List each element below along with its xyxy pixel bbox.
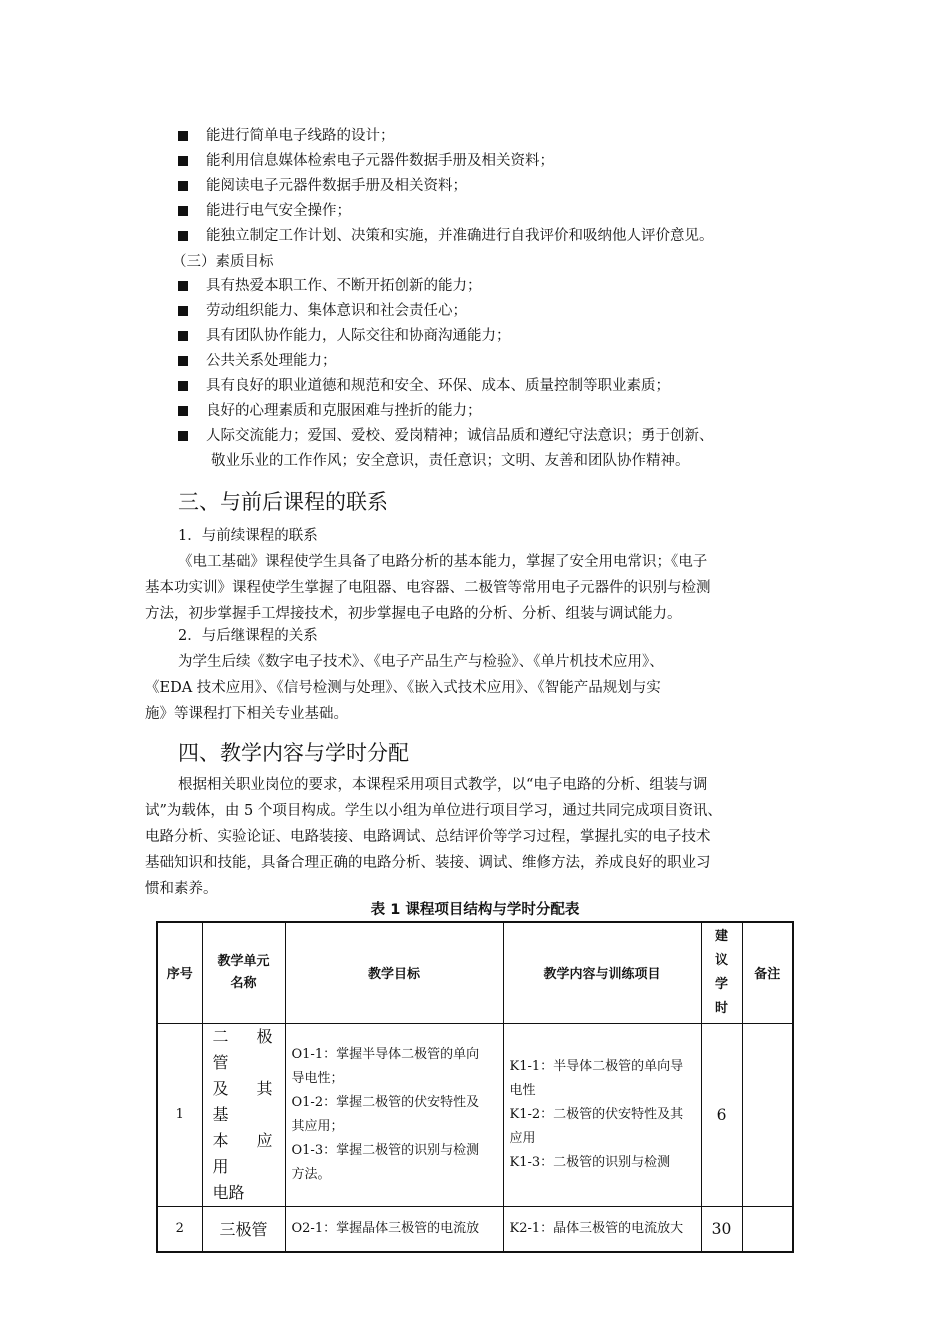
quality-item: 劳动组织能力、集体意识和社会责任心； [178,299,467,323]
quality-item: 具有热爱本职工作、不断开拓创新的能力； [178,274,482,298]
skill-item: 能独立制定工作计划、决策和实施，并准确进行自我评价和吸纳他人评价意见。 [178,224,714,248]
row-hours: 6 [701,1023,742,1206]
skill-item: 能进行简单电子线路的设计； [178,124,395,148]
row-goals: O2-1：掌握晶体三极管的电流放 [285,1206,503,1252]
section-4-para-line: 根据相关职业岗位的要求，本课程采用项目式教学，以“电子电路的分析、组装与调 [178,777,708,793]
table-caption: 表 1 课程项目结构与学时分配表 [370,902,580,918]
row-no: 1 [157,1023,202,1206]
square-bullet-icon [178,156,188,166]
skill-item: 能进行电气安全操作； [178,199,351,223]
section-3-sub1: 1．与前续课程的联系 [178,528,318,544]
table-header-row [157,922,793,1023]
section-4-title: 四、教学内容与学时分配 [178,741,409,765]
row-goals: O1-1：掌握半导体二极管的单向 导电性； O1-2：掌握二极管的伏安特性及 其应用； O1-3：掌握二极管的识别与检测 方法。 [285,1023,503,1206]
header-content: 教学内容与训练项目 [503,922,701,1023]
table-row [157,1023,793,1206]
square-bullet-icon [178,281,188,291]
skill-item: 能阅读电子元器件数据手册及相关资料； [178,174,467,198]
row-hours: 30 [701,1206,742,1252]
row-no: 2 [157,1206,202,1252]
quality-item: 良好的心理素质和克服困难与挫折的能力； [178,399,482,423]
quality-item-continuation: 敬业乐业的工作作风；安全意识，责任意识；文明、友善和团队协作精神。 [211,453,690,469]
row-unit: 二 极 管 及 其 基 本 应 用 电路 [202,1023,285,1206]
row-remark [742,1023,793,1206]
square-bullet-icon [178,206,188,216]
table-row [157,1206,793,1252]
section-3-para1-line: 方法，初步掌握手工焊接技术，初步掌握电子电路的分析、分析、组装与调试能力。 [145,606,682,622]
skill-item: 能利用信息媒体检索电子元器件数据手册及相关资料； [178,149,554,173]
header-no: 序号 [157,922,202,1023]
section-4-para-line: 试”为载体，由 5 个项目构成。学生以小组为单位进行项目学习，通过共同完成项目资讯、 [145,803,722,819]
square-bullet-icon [178,231,188,241]
section-3-para2-line: 《EDA 技术应用》、《信号检测与处理》、《嵌入式技术应用》、《智能产品规划与实 [145,680,661,696]
section-3-para2-line: 为学生后续《数字电子技术》、《电子产品生产与检验》、《单片机技术应用》、 [178,654,664,670]
header-goal: 教学目标 [285,922,503,1023]
square-bullet-icon [178,306,188,316]
row-unit: 三极管 [202,1206,285,1252]
quality-item: 具有良好的职业道德和规范和安全、环保、成本、质量控制等职业素质； [178,374,670,398]
square-bullet-icon [178,381,188,391]
quality-heading: （三）素质目标 [172,254,274,270]
header-unit: 教学单元 名称 [202,922,285,1023]
section-3-para1-line: 基本功实训》课程使学生掌握了电阻器、电容器、二极管等常用电子元器件的识别与检测 [145,580,711,596]
row-contents: K1-1：半导体二极管的单向导 电性 K1-2：二极管的伏安特性及其 应用 K1-3：二极管的识别与检测 [503,1023,701,1206]
square-bullet-icon [178,431,188,441]
section-4-para-line: 惯和素养。 [145,881,218,897]
section-4-para-line: 基础知识和技能，具备合理正确的电路分析、装接、调试、维修方法，养成良好的职业习 [145,855,711,871]
header-remark: 备注 [742,922,793,1023]
square-bullet-icon [178,406,188,416]
row-remark [742,1206,793,1252]
course-table [156,921,794,1253]
row-contents: K2-1：晶体三极管的电流放大 [503,1206,701,1252]
quality-item: 具有团队协作能力，人际交往和协商沟通能力； [178,324,511,348]
square-bullet-icon [178,181,188,191]
section-3-title: 三、与前后课程的联系 [178,490,388,514]
section-3-para1-line: 《电工基础》课程使学生具备了电路分析的基本能力，掌握了安全用电常识；《电子 [178,554,708,570]
section-3-para2-line: 施》等课程打下相关专业基础。 [145,706,348,722]
quality-item: 公共关系处理能力； [178,349,337,373]
section-4-para-line: 电路分析、实验论证、电路装接、电路调试、总结评价等学习过程，掌握扎实的电子技术 [145,829,711,845]
section-3-sub2: 2．与后继课程的关系 [178,628,318,644]
square-bullet-icon [178,331,188,341]
quality-item: 人际交流能力；爱国、爱校、爱岗精神；诚信品质和遵纪守法意识；勇于创新、 [178,424,714,448]
square-bullet-icon [178,131,188,141]
square-bullet-icon [178,356,188,366]
header-hours: 建 议 学 时 [701,922,742,1023]
